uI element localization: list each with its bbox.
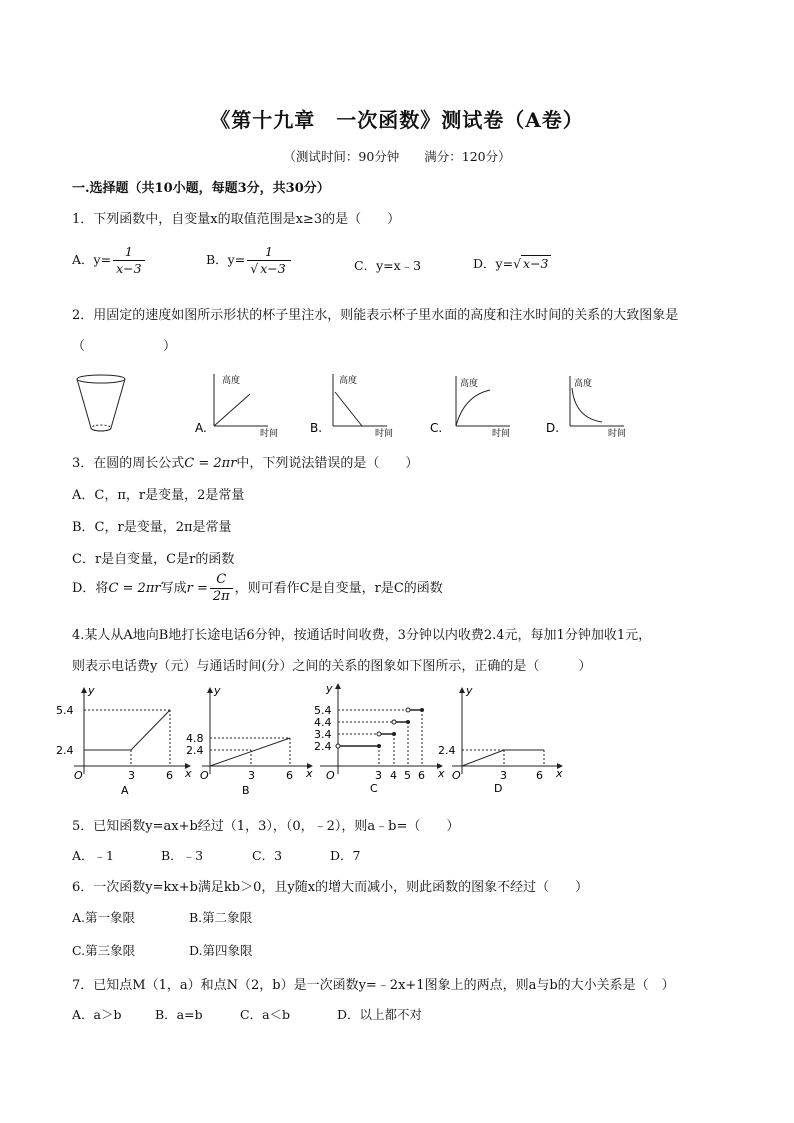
q4-c-axis-y: y bbox=[326, 682, 333, 695]
q2-graph-d bbox=[546, 376, 626, 439]
q3-option-d bbox=[72, 572, 443, 605]
q4-c-ytick-4: 2.4 bbox=[314, 740, 332, 753]
q4-b-ytick-1: 4.8 bbox=[186, 732, 204, 745]
q4-a-axis-x: x bbox=[185, 767, 192, 780]
q3-d-den: 2π bbox=[212, 589, 230, 604]
q4-line2: 则表示电话费y（元）与通话时间(分）之间的关系的图象如下图所示，正确的是（ ） bbox=[72, 659, 592, 674]
q6-option-d: D.第四象限 bbox=[189, 943, 253, 958]
q1-d-prefix: D．y= bbox=[473, 256, 514, 271]
q4-c-xtick-3: 5 bbox=[404, 769, 411, 782]
q4-c-xtick-2: 4 bbox=[390, 769, 397, 782]
q4-b-ytick-2: 2.4 bbox=[186, 744, 204, 757]
q2-stem: 2．用固定的速度如图所示形状的杯子里注水，则能表示杯子里水面的高度和注水时间的关系的大致图象是 bbox=[72, 308, 679, 323]
q4-d-axis-x: x bbox=[556, 767, 563, 780]
q3-option-b: B．C，r是变量，2π是常量 bbox=[72, 520, 232, 535]
q1-b-den: x−3 bbox=[260, 261, 286, 276]
q7-stem: 7．已知点M（1，a）和点N（2，b）是一次函数y=﹣2x+1图象上的两点，则a与b的大小关系是（ ） bbox=[72, 978, 675, 993]
section-heading: 一.选择题（共10小题，每题3分，共30分） bbox=[72, 181, 330, 196]
q2-label-a: A. bbox=[195, 421, 207, 435]
q6-option-b: B.第二象限 bbox=[189, 910, 253, 925]
q5-option-b: B．﹣3 bbox=[161, 848, 204, 863]
q4-a-ytick-1: 5.4 bbox=[56, 704, 74, 717]
q2-figure bbox=[72, 370, 632, 442]
q4-d-xtick-1: 3 bbox=[500, 769, 507, 782]
q1-option-a bbox=[72, 244, 147, 277]
page-title: 《第十九章 一次函数》测试卷（A卷） bbox=[210, 108, 584, 132]
q2-ylabel-d: 高度 bbox=[574, 379, 593, 389]
q7-option-a: A．a＞b bbox=[72, 1007, 122, 1022]
q6-option-c: C.第三象限 bbox=[72, 943, 136, 958]
q4-graph-d bbox=[438, 684, 563, 795]
q5-option-d: D．7 bbox=[330, 848, 361, 863]
q4-graph-label-a: A bbox=[121, 784, 129, 797]
q4-a-xtick-2: 6 bbox=[166, 769, 173, 782]
q4-c-ytick-3: 3.4 bbox=[314, 728, 332, 741]
q3-formula: C = 2πr bbox=[184, 456, 237, 471]
q2-label-c: C. bbox=[430, 421, 443, 435]
q2-xlabel-d: 时间 bbox=[608, 429, 627, 439]
exam-info: （测试时间：90分钟 满分：120分） bbox=[283, 149, 511, 164]
q4-d-xtick-2: 6 bbox=[536, 769, 543, 782]
cup-figure bbox=[77, 375, 125, 431]
q2-graph-c bbox=[430, 376, 510, 439]
q3-option-a: A．C，π，r是变量，2是常量 bbox=[72, 488, 245, 503]
q2-ylabel-c: 高度 bbox=[460, 379, 479, 389]
q4-a-xtick-1: 3 bbox=[128, 769, 135, 782]
q4-a-axis-y: y bbox=[88, 684, 95, 697]
q2-label-b: B. bbox=[310, 421, 323, 435]
q4-c-xtick-1: 3 bbox=[375, 769, 382, 782]
q4-b-axis-x: x bbox=[306, 767, 313, 780]
q2-xlabel-a: 时间 bbox=[260, 429, 279, 439]
q4-b-axis-y: y bbox=[214, 684, 221, 697]
q7-option-d: D．以上都不对 bbox=[337, 1007, 423, 1022]
q7-option-b: B．a=b bbox=[155, 1007, 203, 1022]
q6-option-a: A.第一象限 bbox=[72, 910, 136, 925]
q1-option-c: C．y=x﹣3 bbox=[354, 258, 422, 273]
q4-figure bbox=[56, 682, 570, 800]
q4-c-ytick-2: 4.4 bbox=[314, 716, 332, 729]
q5-stem: 5．已知函数y=ax+b经过（1，3），（0，﹣2），则a﹣b=（ ） bbox=[72, 819, 460, 834]
q4-a-ytick-2: 2.4 bbox=[56, 744, 74, 757]
q6-stem: 6．一次函数y=kx+b满足kb＞0，且y随x的增大而减小，则此函数的图象不经过（ ） bbox=[72, 880, 589, 895]
q1-d-rad: x−3 bbox=[523, 256, 549, 271]
q1-a-den: x−3 bbox=[116, 261, 142, 276]
q4-graph-a bbox=[56, 684, 192, 797]
q3-option-c: C．r是自变量，C是r的函数 bbox=[72, 552, 235, 567]
q2-paren: （ ） bbox=[72, 339, 177, 354]
q2-xlabel-c: 时间 bbox=[492, 429, 511, 439]
q4-d-axis-y: y bbox=[466, 684, 473, 697]
q4-b-xtick-2: 6 bbox=[286, 769, 293, 782]
q3-d-a: D．将 bbox=[72, 581, 109, 596]
q4-graph-b bbox=[186, 684, 313, 797]
q1-option-d: D．y=√ x−3 bbox=[473, 256, 549, 271]
q4-b-origin: O bbox=[200, 769, 209, 782]
q2-graph-a bbox=[195, 374, 278, 439]
q5-option-a: A．﹣1 bbox=[72, 848, 114, 863]
q4-a-origin: O bbox=[74, 769, 83, 782]
q2-ylabel-a: 高度 bbox=[222, 376, 241, 386]
q4-graph-label-d: D bbox=[494, 782, 503, 795]
q1-stem: 1．下列函数中，自变量x的取值范围是x≥3的是（ ） bbox=[72, 212, 401, 227]
q7-option-c: C．a＜b bbox=[240, 1007, 291, 1022]
q3-d-num: C bbox=[210, 572, 233, 589]
q3-stem bbox=[72, 452, 418, 471]
q2-graph-b bbox=[310, 374, 393, 439]
q1-b-prefix: B．y= bbox=[206, 252, 246, 267]
q1-a-prefix: A．y= bbox=[72, 252, 112, 267]
q2-ylabel-b: 高度 bbox=[339, 376, 358, 386]
q1-option-b: B．y= $\frac{1}{√ x-3}$ bbox=[206, 244, 293, 277]
q4-c-axis-x: x bbox=[438, 767, 445, 780]
q1-a-num: 1 bbox=[113, 244, 144, 261]
q4-graph-label-b: B bbox=[242, 784, 250, 797]
q4-d-origin: O bbox=[452, 769, 461, 782]
q2-label-d: D. bbox=[546, 421, 560, 435]
q4-d-ytick-1: 2.4 bbox=[438, 744, 456, 757]
q4-graph-c bbox=[314, 682, 445, 795]
q1-b-num: 1 bbox=[247, 244, 290, 261]
q4-line1: 4.某人从A地向B地打长途电话6分钟，按通话时间收费，3分钟以内收费2.4元，每加1分钟加收1元， bbox=[72, 628, 652, 643]
q3-stem-a: 3．在圆的周长公式 bbox=[72, 456, 185, 471]
q4-b-xtick-1: 3 bbox=[248, 769, 255, 782]
q3-stem-b: 中，下列说法错误的是（ ） bbox=[236, 456, 419, 471]
q4-graph-label-c: C bbox=[370, 782, 378, 795]
q3-d-b: 写成 bbox=[160, 581, 187, 596]
q3-d-c: ，则可看作C是自变量，r是C的函数 bbox=[234, 581, 443, 596]
q2-xlabel-b: 时间 bbox=[375, 429, 394, 439]
q3-d-f1: C = 2πr bbox=[108, 581, 161, 596]
q5-option-c: C．3 bbox=[252, 848, 283, 863]
q3-d-f2: r = bbox=[186, 581, 208, 596]
q4-c-origin: O bbox=[326, 769, 335, 782]
q4-c-xtick-4: 6 bbox=[418, 769, 425, 782]
q4-c-ytick-1: 5.4 bbox=[314, 704, 332, 717]
